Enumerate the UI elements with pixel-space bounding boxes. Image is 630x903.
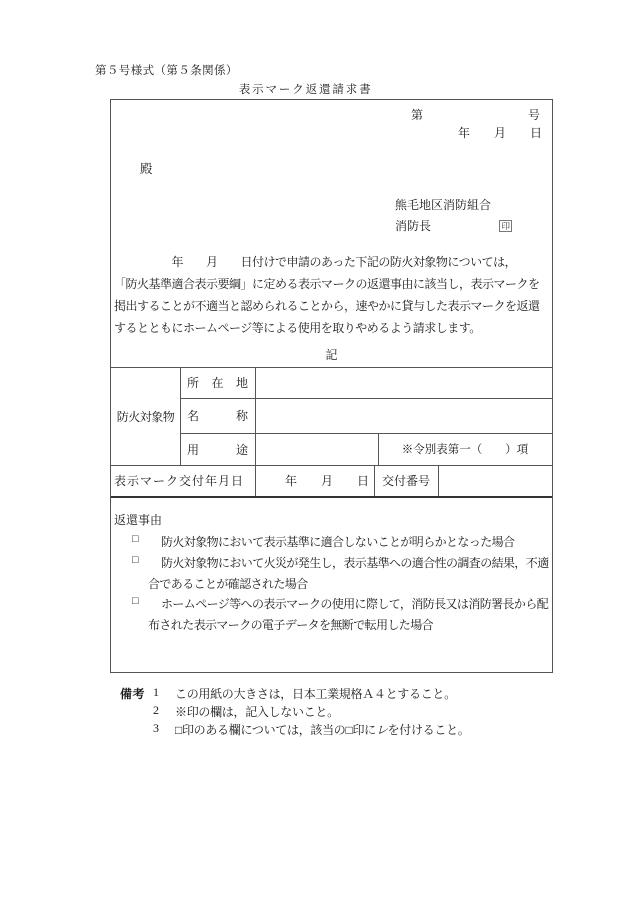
reason-1-text: 防火対象物において表示基準に適合しないことが明らかとなった場合 bbox=[161, 535, 515, 549]
reason-3-text-line1: ホームページ等への表示マークの使用に際して，消防長又は消防署長から配 bbox=[161, 597, 549, 611]
remark-3-text bbox=[175, 721, 469, 738]
label-mark-issue-date: 表示マーク交付年月日 bbox=[114, 474, 245, 488]
sender-title-line bbox=[395, 217, 512, 234]
doc-number-suffix: 号 bbox=[527, 108, 540, 122]
name-value-cell bbox=[255, 398, 552, 433]
sender-organization: 熊毛地区消防組合 bbox=[395, 198, 492, 212]
issue-number-value-cell bbox=[438, 465, 552, 496]
document-number-line bbox=[411, 106, 540, 123]
body-paragraph-line: するとともにホームページ等による使用を取りやめるよう請求します。 bbox=[114, 321, 481, 335]
remark-3-text-post: を付けること。 bbox=[387, 723, 470, 737]
document-title: 表 示 マ ー ク 返 還 請 求 書 bbox=[238, 84, 372, 96]
label-name: 名 称 bbox=[187, 409, 248, 423]
body-paragraph-line: 「防火基準適合表示要綱」に定める表示マークの返還事由に該当し，表示マークを bbox=[114, 277, 540, 291]
document-date-line: 年 月 日 bbox=[457, 126, 542, 140]
body-paragraph-line: 年 月 日付けで申請のあった下記の防火対象物については， bbox=[114, 255, 517, 269]
reason-2-text-line1: 防火対象物において火災が発生し，表示基準への適合性の調査の結果，不適 bbox=[161, 556, 549, 570]
doc-number-prefix: 第 bbox=[410, 108, 423, 122]
checkbox-reason-2: □ bbox=[132, 554, 139, 566]
remarks-label: 備考 bbox=[120, 687, 146, 701]
checkbox-reason-1: □ bbox=[132, 533, 139, 545]
remark-3-number: 3 bbox=[153, 721, 159, 735]
sender-title: 消防長 bbox=[395, 219, 432, 233]
remark-1-number: 1 bbox=[153, 685, 159, 699]
ki-heading: 記 bbox=[325, 348, 338, 362]
remark-2-text: ※印の欄は，記入しないこと。 bbox=[175, 705, 339, 719]
group-label-fire-object: 防火対象物 bbox=[116, 409, 175, 424]
form-outer-border bbox=[110, 99, 553, 673]
ordinance-table-note: ※令別表第一（ ）項 bbox=[401, 444, 529, 456]
label-use: 用 途 bbox=[187, 442, 248, 457]
table-border-bottom bbox=[111, 496, 552, 498]
remark-2-number: 2 bbox=[153, 703, 159, 717]
use-value-cell bbox=[255, 433, 378, 465]
issue-date-cell: 年 月 日 bbox=[284, 474, 369, 488]
location-value-cell bbox=[255, 367, 552, 398]
label-location: 所 在 地 bbox=[187, 376, 248, 390]
reason-3-text-line2: 布された表示マークの電子データを無断で転用した場合 bbox=[148, 618, 434, 632]
label-issue-number: 交付番号 bbox=[381, 474, 430, 488]
remark-1-text: この用紙の大きさは，日本工業規格Ａ４とすること。 bbox=[175, 687, 456, 701]
remark-3-text-pre: □印のある欄については，該当の□印に bbox=[175, 723, 376, 737]
seal-mark-icon: 印 bbox=[501, 220, 510, 231]
checkbox-reason-3: □ bbox=[132, 595, 139, 607]
reason-2-text-line2: 合であることが確認された場合 bbox=[148, 577, 308, 591]
return-reasons-heading: 返還事由 bbox=[114, 513, 163, 527]
addressee-suffix: 殿 bbox=[140, 162, 153, 176]
check-mark-glyph: レ bbox=[375, 723, 388, 737]
body-paragraph-line: 掲出することが不適当と認められることから，速やかに貸与した表示マークを返還 bbox=[114, 299, 540, 313]
form-code: 第５号様式（第５条関係） bbox=[95, 65, 238, 77]
